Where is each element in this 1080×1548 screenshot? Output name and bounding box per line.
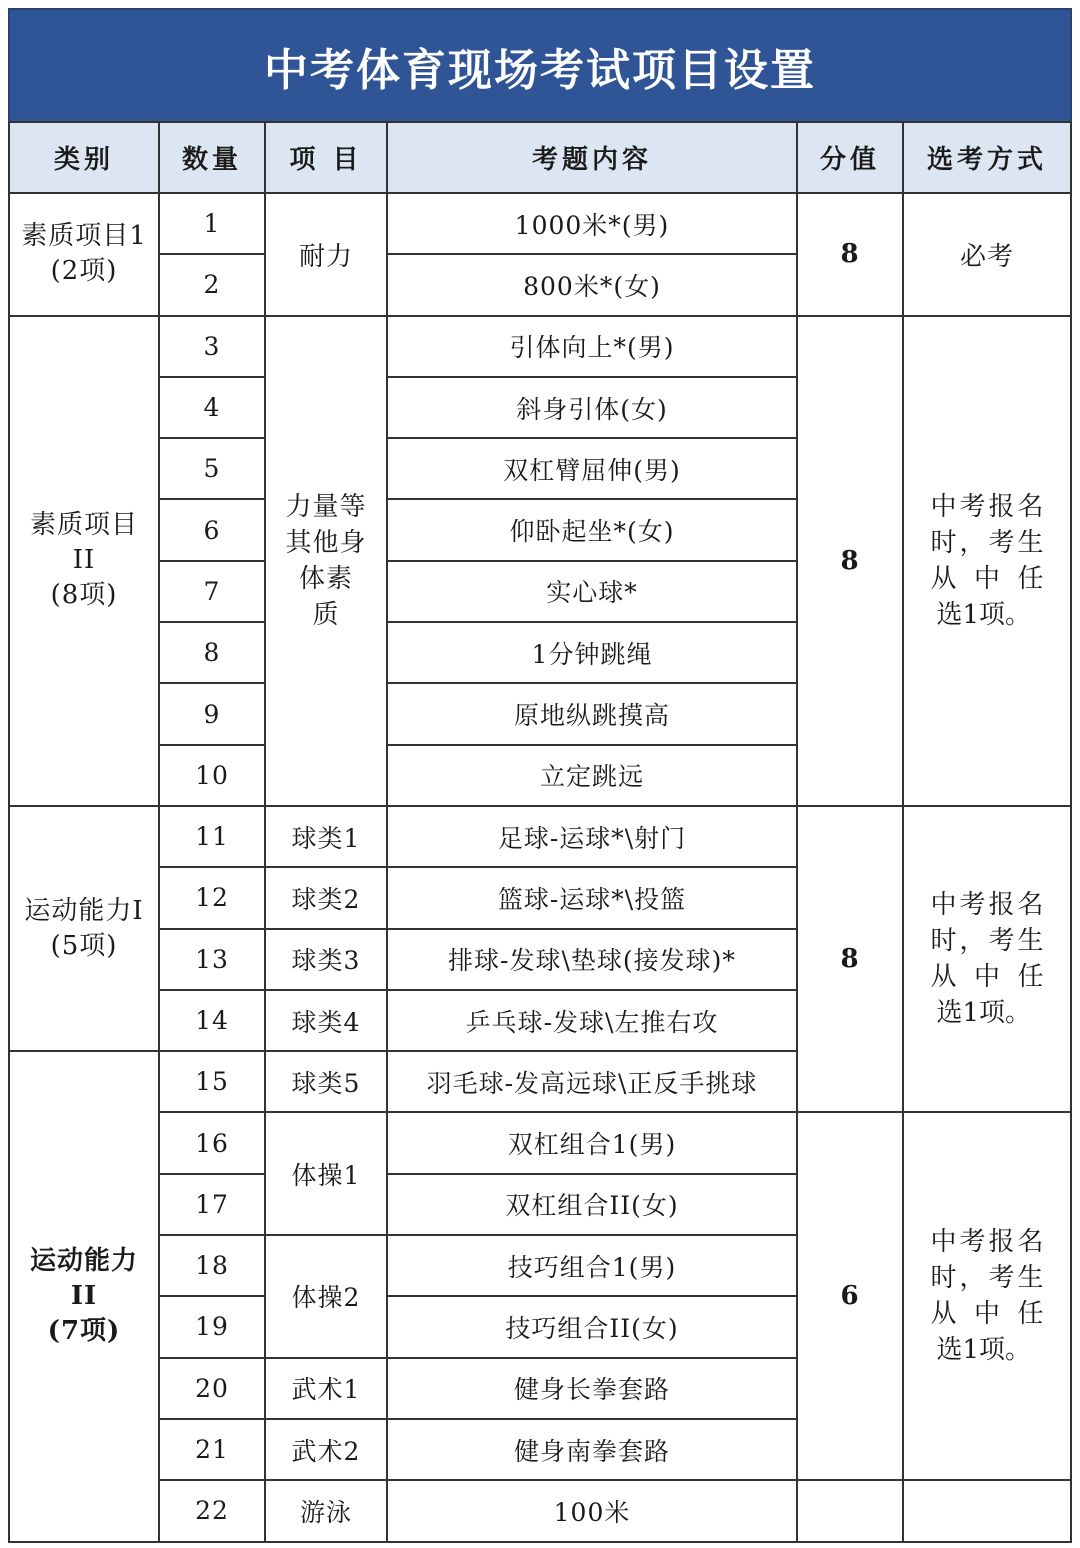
- score-cell: 8: [798, 194, 902, 315]
- content-cell: 技巧组合1(男): [388, 1236, 796, 1295]
- header-content: 考题内容: [388, 123, 796, 192]
- number-cell: 16: [160, 1113, 264, 1172]
- number-cell: 18: [160, 1236, 264, 1295]
- content-cell: 乒乓球-发球\左推右攻: [388, 991, 796, 1050]
- content-cell: 健身南拳套路: [388, 1420, 796, 1479]
- number-cell: 14: [160, 991, 264, 1050]
- method-cell: [904, 1113, 1070, 1479]
- category-line: 运动能力: [29, 1245, 138, 1276]
- category-line: (2项): [50, 256, 118, 287]
- score-cell-empty: [798, 1481, 902, 1540]
- item-cell: 球类2: [266, 868, 386, 927]
- content-cell: 双杠组合1(男): [388, 1113, 796, 1172]
- content-cell: 技巧组合II(女): [388, 1297, 796, 1356]
- number-cell: 20: [160, 1359, 264, 1418]
- number-cell: 13: [160, 930, 264, 989]
- number-cell: 4: [160, 378, 264, 437]
- method-line: 中考报名: [930, 1227, 1044, 1258]
- category-line: 运动能力I: [24, 895, 144, 926]
- exam-items-table-wrapper: [8, 8, 1072, 1543]
- item-cell: 耐力: [266, 194, 386, 315]
- number-cell: 6: [160, 500, 264, 559]
- category-cell: [10, 317, 158, 805]
- category-cell: [10, 1052, 158, 1540]
- category-cell: [10, 807, 158, 1050]
- number-cell: 5: [160, 439, 264, 498]
- number-cell: 21: [160, 1420, 264, 1479]
- number-cell: 11: [160, 807, 264, 866]
- score-cell: 8: [798, 317, 902, 805]
- item-line: 体素: [298, 563, 353, 594]
- content-cell: 原地纵跳摸高: [388, 684, 796, 743]
- number-cell: 17: [160, 1175, 264, 1234]
- content-cell: 斜身引体(女): [388, 378, 796, 437]
- number-cell: 12: [160, 868, 264, 927]
- exam-items-table: [8, 121, 1072, 1543]
- content-cell: 1000米*(男): [388, 194, 796, 253]
- header-item: 项 目: [266, 123, 386, 192]
- method-line: 从中任: [930, 962, 1044, 993]
- item-cell: 武术1: [266, 1359, 386, 1418]
- category-line: II: [72, 545, 96, 576]
- category-line: 素质项目: [29, 510, 138, 541]
- content-cell: 双杠臂屈伸(男): [388, 439, 796, 498]
- item-line: 其他身: [285, 527, 367, 558]
- number-cell: 3: [160, 317, 264, 376]
- item-line: 质: [312, 599, 340, 630]
- number-cell: 19: [160, 1297, 264, 1356]
- method-line: 选1项。: [936, 599, 1032, 630]
- item-cell: 体操2: [266, 1236, 386, 1357]
- item-cell: [266, 317, 386, 805]
- category-cell: [10, 194, 158, 315]
- score-cell: 8: [798, 807, 902, 1111]
- number-cell: 22: [160, 1481, 264, 1540]
- item-cell: 球类1: [266, 807, 386, 866]
- content-cell: 仰卧起坐*(女): [388, 500, 796, 559]
- content-cell: 排球-发球\垫球(接发球)*: [388, 930, 796, 989]
- number-cell: 9: [160, 684, 264, 743]
- method-line: 选1项。: [936, 1335, 1032, 1366]
- method-cell-empty: [904, 1481, 1070, 1540]
- table-title: 中考体育现场考试项目设置: [8, 8, 1072, 121]
- method-line: 中考报名: [930, 890, 1044, 921]
- number-cell: 7: [160, 562, 264, 621]
- item-line: 力量等: [285, 491, 367, 522]
- category-line: (7项): [47, 1315, 121, 1346]
- method-line: 时，考生: [930, 926, 1044, 957]
- content-cell: 1分钟跳绳: [388, 623, 796, 682]
- number-cell: 2: [160, 255, 264, 314]
- method-line: 时，考生: [930, 527, 1044, 558]
- category-line: (8项): [50, 580, 118, 611]
- category-line: II: [70, 1280, 98, 1311]
- number-cell: 15: [160, 1052, 264, 1111]
- header-score: 分值: [798, 123, 902, 192]
- method-line: 中考报名: [930, 491, 1044, 522]
- content-cell: 实心球*: [388, 562, 796, 621]
- content-cell: 羽毛球-发高远球\正反手挑球: [388, 1052, 796, 1111]
- content-cell: 800米*(女): [388, 255, 796, 314]
- content-cell: 立定跳远: [388, 746, 796, 805]
- item-cell: 球类5: [266, 1052, 386, 1111]
- content-cell: 健身长拳套路: [388, 1359, 796, 1418]
- header-count: 数量: [160, 123, 264, 192]
- item-cell: 武术2: [266, 1420, 386, 1479]
- content-cell: 足球-运球*\射门: [388, 807, 796, 866]
- method-cell: 必考: [904, 194, 1070, 315]
- content-cell: 篮球-运球*\投篮: [388, 868, 796, 927]
- content-cell: 双杠组合II(女): [388, 1175, 796, 1234]
- item-cell: 体操1: [266, 1113, 386, 1234]
- number-cell: 8: [160, 623, 264, 682]
- content-cell: 引体向上*(男): [388, 317, 796, 376]
- header-category: 类别: [10, 123, 158, 192]
- method-line: 从中任: [930, 1299, 1044, 1330]
- item-cell: 球类4: [266, 991, 386, 1050]
- content-cell: 100米: [388, 1481, 796, 1540]
- method-line: 时，考生: [930, 1263, 1044, 1294]
- method-line: 从中任: [930, 563, 1044, 594]
- method-line: 选1项。: [936, 998, 1032, 1029]
- category-line: (5项): [50, 930, 118, 961]
- number-cell: 1: [160, 194, 264, 253]
- item-cell: 球类3: [266, 930, 386, 989]
- item-cell: 游泳: [266, 1481, 386, 1540]
- method-cell: [904, 807, 1070, 1111]
- category-line: 素质项目1: [21, 221, 147, 252]
- number-cell: 10: [160, 746, 264, 805]
- score-cell: 6: [798, 1113, 902, 1479]
- method-cell: [904, 317, 1070, 805]
- header-method: 选考方式: [904, 123, 1070, 192]
